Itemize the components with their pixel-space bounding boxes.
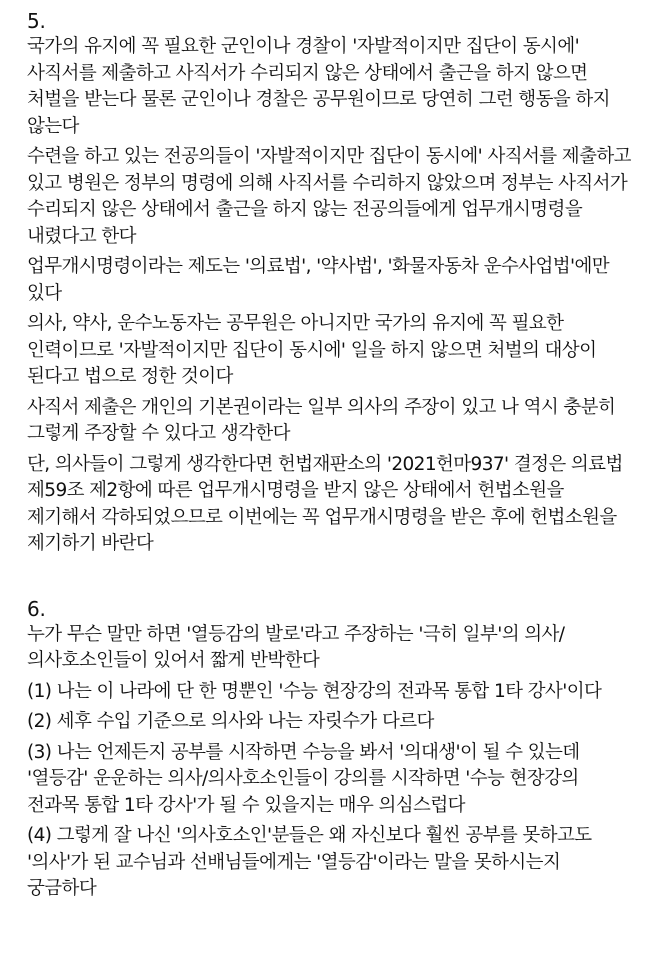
paragraph: 의사, 약사, 운수노동자는 공무원은 아니지만 국가의 유지에 꼭 필요한 인력이므로 '자발적이지만 집단이 동시에' 일을 하지 않으면 처벌의 대상이 된다고 법으로 정한 것이다 xyxy=(27,313,597,387)
list-item: (1) 나는 이 나라에 단 한 명뿐인 '수능 현장강의 전과목 통합 1타 강사'이다 xyxy=(27,680,602,702)
paragraph: 업무개시명령이라는 제도는 '의료법', '약사법', '화물자동차 운수사업법'에만 있다 xyxy=(27,256,610,304)
list-item: (4) 그렇게 잘 나신 '의사호소인'분들은 왜 자신보다 훨씬 공부를 못하고도 '의사'가 된 교수님과 선배님들에게는 '열등감'이라는 말을 못하시는지 궁금하다 xyxy=(27,825,592,899)
list-item: (3) 나는 언제든지 공부를 시작하면 수능을 봐서 '의대생'이 될 수 있는데 '열등감' 운운하는 의사/의사호소인들이 강의를 시작하면 '수능 현장강의 전과목 통합 1타 강사'가 될 수 있을지는 매우 의심스럽다 xyxy=(27,741,580,816)
paragraph: 단, 의사들이 그렇게 생각한다면 헌법재판소의 '2021헌마937' 결정은 의료법 제59조 제2항에 따른 업무개시명령을 받지 않은 상태에서 헌법소원을 제기해서 각하되었으므로 이번에는 꼭 업무개시명령을 받은 후에 헌법소원을 제기하기 바란다 xyxy=(27,453,623,554)
section-spacer xyxy=(27,562,634,596)
paragraph: 수련을 하고 있는 전공의들이 '자발적이지만 집단이 동시에' 사직서를 제출하고 있고 병원은 정부의 명령에 의해 사직서를 수리하지 않았으며 정부는 사직서가 수리되지 않은 상태에서 출근을 하지 않는 전공의들에게 업무개시명령을 내렸다고 한다 xyxy=(27,146,631,247)
list-item: (2) 세후 수입 기준으로 의사와 나는 자릿수가 다르다 xyxy=(27,711,434,732)
paragraph: 국가의 유지에 꼭 필요한 군인이나 경찰이 '자발적이지만 집단이 동시에' 사직서를 제출하고 사직서가 수리되지 않은 상태에서 출근을 하지 않으면 처벌을 받는다 물론 군인이나 경찰은 공무원이므로 당연히 그런 행동을 하지 않는다 xyxy=(27,36,610,137)
section-6 xyxy=(27,596,634,903)
section-number: 5. xyxy=(27,9,46,33)
paragraph: 사직서 제출은 개인의 기본권이라는 일부 의사의 주장이 있고 나 역시 충분히 그렇게 주장할 수 있다고 생각한다 xyxy=(27,396,616,444)
section-5 xyxy=(27,8,634,558)
section-number: 6. xyxy=(27,596,46,621)
paragraph: 누가 무슨 말만 하면 '열등감의 발로'라고 주장하는 '극히 일부'의 의사/의사호소인들이 있어서 짧게 반박한다 xyxy=(27,623,565,671)
